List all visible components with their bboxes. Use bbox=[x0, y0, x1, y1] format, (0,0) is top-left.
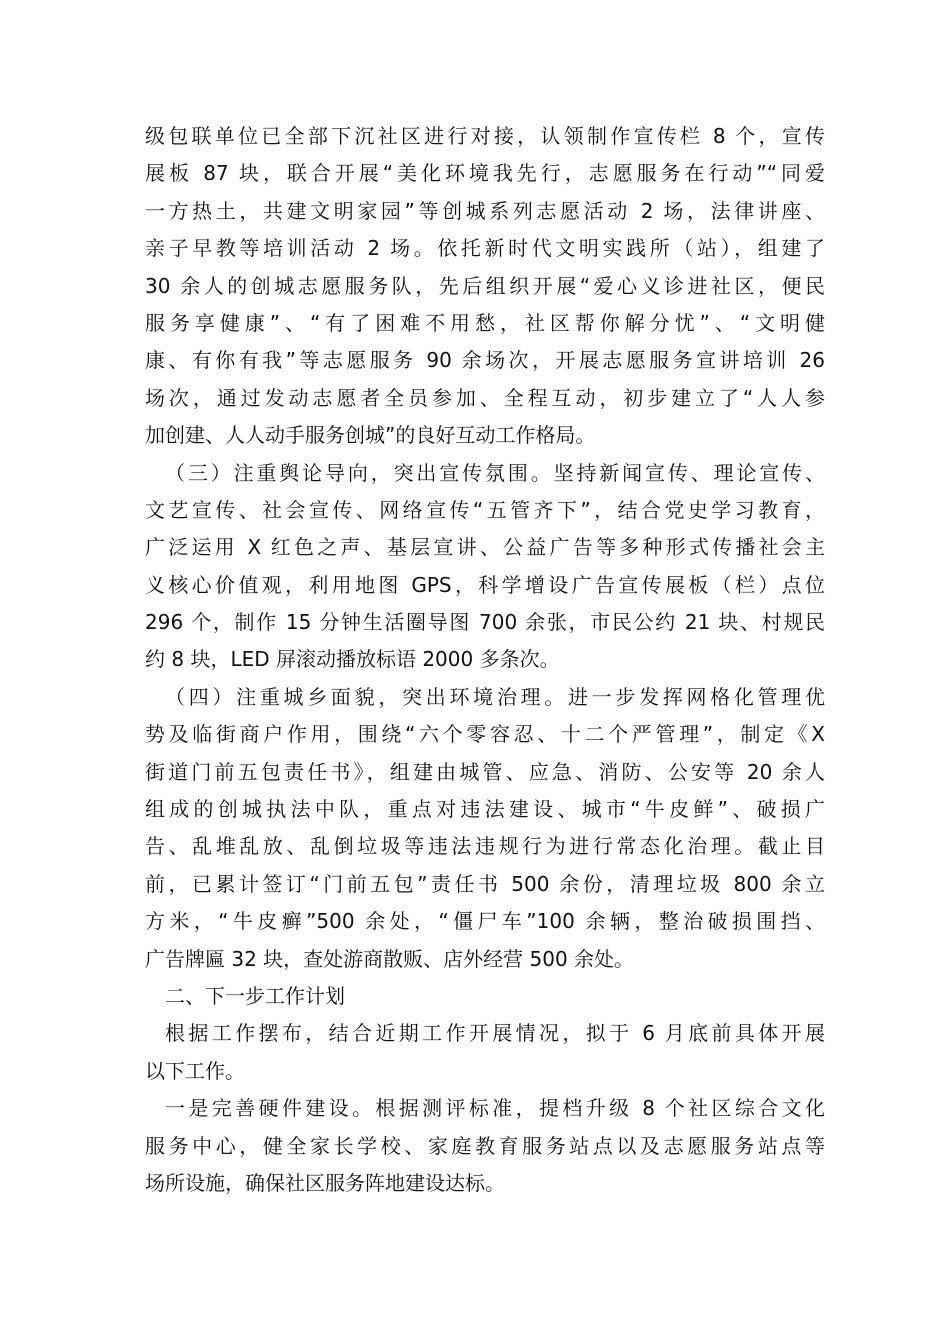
paragraph-line: 文艺宣传、社会宣传、网络宣传“五管齐下”，结合党史学习教育， bbox=[145, 497, 825, 522]
paragraph-line: 告、乱堆乱放、乱倒垃圾等违法违规行为进行常态化治理。截止目 bbox=[145, 834, 825, 859]
paragraph-line: 场次，通过发动志愿者全员参加、全程互动，初步建立了“人人参 bbox=[145, 385, 825, 410]
paragraph-line: 势及临街商户作用，围绕“六个零容忍、十二个严管理”，制定《X bbox=[145, 722, 825, 747]
document-body bbox=[145, 118, 825, 1202]
paragraph-line: 亲子早教等培训活动 2 场。依托新时代文明实践所（站），组建了 bbox=[145, 236, 825, 261]
paragraph-line: 加创建、人人动手服务创城”的良好互动工作格局。 bbox=[145, 423, 596, 448]
paragraph-line: 康、有你有我”等志愿服务 90 余场次，开展志愿服务宣讲培训 26 bbox=[145, 348, 825, 373]
paragraph-line: 约 8 块，LED 屏滚动播放标语 2000 多条次。 bbox=[145, 647, 560, 672]
paragraph-line: 以下工作。 bbox=[145, 1058, 245, 1083]
paragraph-line: 一方热土，共建文明家园”等创城系列志愿活动 2 场，法律讲座、 bbox=[145, 198, 825, 223]
paragraph-line: 街道门前五包责任书》，组建由城管、应急、消防、公安等 20 余人 bbox=[145, 759, 825, 784]
paragraph-line: 组成的创城执法中队，重点对违法建设、城市“牛皮鲜”、破损广 bbox=[145, 797, 825, 822]
paragraph-line: 场所设施，确保社区服务阵地建设达标。 bbox=[145, 1170, 505, 1195]
paragraph-line: 广告牌匾 32 块，查处游商散贩、店外经营 500 余处。 bbox=[145, 946, 635, 971]
section-heading: 二、下一步工作计划 bbox=[165, 983, 345, 1008]
paragraph-line: 义核心价值观，利用地图 GPS，科学增设广告宣传展板（栏）点位 bbox=[145, 572, 825, 597]
paragraph-line: 一是完善硬件建设。根据测评标准，提档升级 8 个社区综合文化 bbox=[165, 1096, 825, 1121]
paragraph-line: 级包联单位已全部下沉社区进行对接，认领制作宣传栏 8 个，宣传 bbox=[145, 124, 825, 148]
paragraph-line: 服务享健康”、“有了困难不用愁，社区帮你解分忧”、“文明健 bbox=[145, 310, 825, 335]
paragraph-line: 广泛运用 X 红色之声、基层宣讲、公益广告等多种形式传播社会主 bbox=[145, 535, 825, 560]
paragraph-line: （四）注重城乡面貌，突出环境治理。进一步发挥网格化管理优 bbox=[165, 684, 825, 709]
paragraph-line: 展板 87 块，联合开展“美化环境我先行，志愿服务在行动”“同爱 bbox=[145, 161, 825, 186]
paragraph-line: 前，已累计签订“门前五包”责任书 500 余份，清理垃圾 800 余立 bbox=[145, 871, 825, 896]
paragraph-line: 根据工作摆布，结合近期工作开展情况，拟于 6 月底前具体开展 bbox=[165, 1021, 825, 1046]
paragraph-line: 服务中心，健全家长学校、家庭教育服务站点以及志愿服务站点等 bbox=[145, 1133, 825, 1158]
paragraph-line: 296 个，制作 15 分钟生活圈导图 700 余张，市民公约 21 块、村规民 bbox=[145, 610, 825, 635]
paragraph-line: 30 余人的创城志愿服务队，先后组织开展“爱心义诊进社区，便民 bbox=[145, 273, 825, 298]
paragraph-line: 方米，“牛皮癣”500 余处，“僵尸车”100 余辆，整治破损围挡、 bbox=[145, 909, 825, 934]
paragraph-line: （三）注重舆论导向，突出宣传氛围。坚持新闻宣传、理论宣传、 bbox=[165, 460, 825, 485]
